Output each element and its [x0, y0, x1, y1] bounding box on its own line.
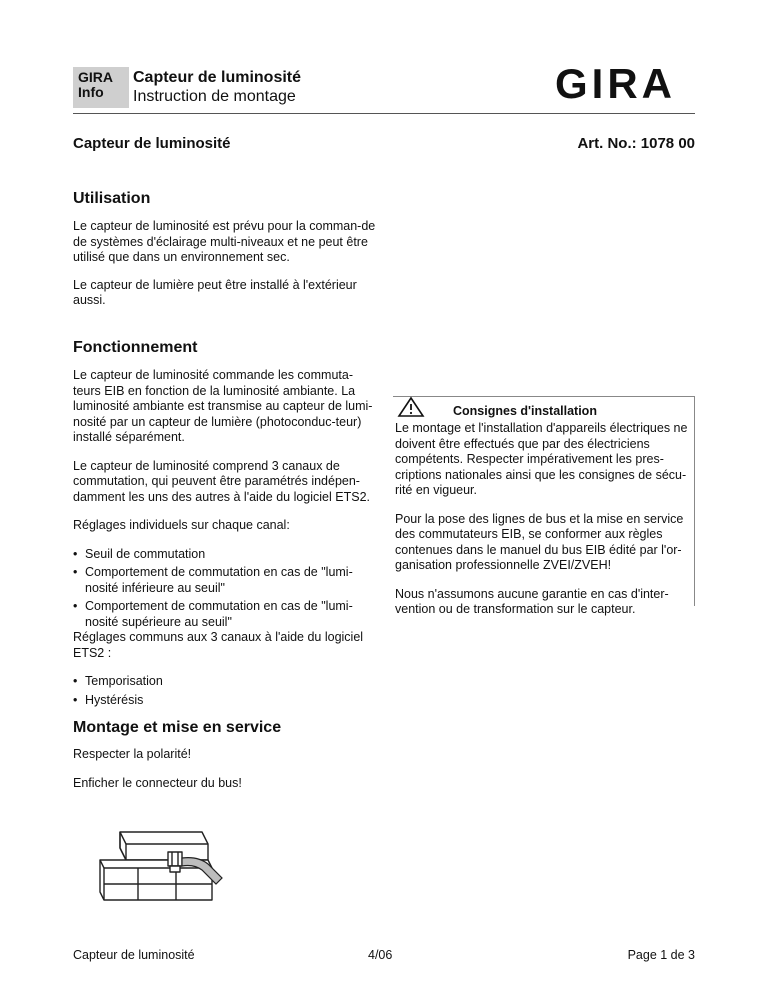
installation-notes-title: Consignes d'installation [453, 404, 597, 418]
bullet-icon: • [73, 692, 78, 707]
common-settings-list [73, 674, 378, 708]
utilisation-paragraph-1: Le capteur de luminosité est prévu pour la comman-de de systèmes d'éclairage multi-niveaux et ne peut être utilisé que dans un environnement sec. [73, 219, 376, 264]
product-name: Capteur de luminosité [73, 135, 231, 152]
header-rule [73, 113, 695, 114]
notes-paragraph-1: Le montage et l'installation d'appareils électriques ne doivent être effectués que par des électriciens compétents. Respecter impérativement les pres-criptions nationales ainsi que les consignes de sécu-rité en vigueur. [395, 421, 688, 497]
fonctionnement-paragraph-4: Réglages communs aux 3 canaux à l'aide du logiciel ETS2 : [73, 630, 364, 660]
list-item: • Hystérésis [73, 692, 144, 707]
channel-settings-list [73, 547, 378, 631]
fonctionnement-paragraph-3: Réglages individuels sur chaque canal: [73, 518, 290, 532]
bullet-icon: • [73, 674, 78, 688]
montage-paragraph-2: Enficher le connecteur du bus! [73, 775, 242, 790]
footer-date: 4/06 [368, 948, 393, 962]
section-utilisation [73, 190, 378, 309]
gira-logo: GIRA [555, 60, 676, 107]
section-montage [73, 719, 473, 791]
utilisation-paragraph-2: Le capteur de lumière peut être installé à l'extérieur aussi. [73, 277, 357, 307]
device-illustration [98, 822, 238, 912]
gira-info-badge [73, 67, 129, 108]
heading-utilisation: Utilisation [73, 190, 151, 207]
heading-montage: Montage et mise en service [73, 719, 282, 736]
bullet-icon: • [73, 599, 78, 613]
bullet-icon: • [73, 565, 78, 579]
notes-paragraph-2: Pour la pose des lignes de bus et la mise en service des commutateurs EIB, se conformer aux règles contenues dans le manuel du bus EIB édité par l'or-ganisation professionnelle ZVEI/ZVEH! [395, 511, 684, 572]
warning-triangle-icon [397, 396, 425, 418]
list-item: • Comportement de commutation en cas de "lumi-nosité inférieure au seuil" [73, 565, 353, 595]
bullet-icon: • [73, 546, 78, 561]
fonctionnement-paragraph-1: Le capteur de luminosité commande les commuta-teurs EIB en fonction de la luminosité ambiante. La luminosité ambiante est transmise au capteur de lumi-nosité par un capteur de lumière (photoconduc-teur) installé séparément. [73, 368, 373, 444]
montage-paragraph-1: Respecter la polarité! [73, 747, 192, 761]
heading-fonctionnement: Fonctionnement [73, 339, 198, 356]
article-number: Art. No.: 1078 00 [577, 135, 695, 152]
section-fonctionnement [73, 339, 378, 711]
footer-product: Capteur de luminosité [73, 948, 195, 962]
installation-notes-body [395, 421, 695, 618]
notes-paragraph-3: Nous n'assumons aucune garantie en cas d'inter-vention ou de transformation sur le capteur. [395, 586, 669, 616]
badge-line-1: GIRA [78, 69, 113, 85]
list-item: • Seuil de commutation [73, 546, 206, 561]
document-subtitle: Instruction de montage [133, 88, 296, 105]
list-item: • Comportement de commutation en cas de "lumi-nosité supérieure au seuil" [73, 599, 353, 629]
badge-line-2: Info [78, 84, 104, 100]
document-title: Capteur de luminosité [133, 69, 302, 86]
footer-page-number: Page 1 de 3 [627, 948, 695, 962]
fonctionnement-paragraph-2: Le capteur de luminosité comprend 3 canaux de commutation, qui peuvent être paramétrés indépen-damment les uns des autres à l'aide du logiciel ETS2. [73, 458, 370, 504]
list-item: • Temporisation [73, 674, 163, 688]
